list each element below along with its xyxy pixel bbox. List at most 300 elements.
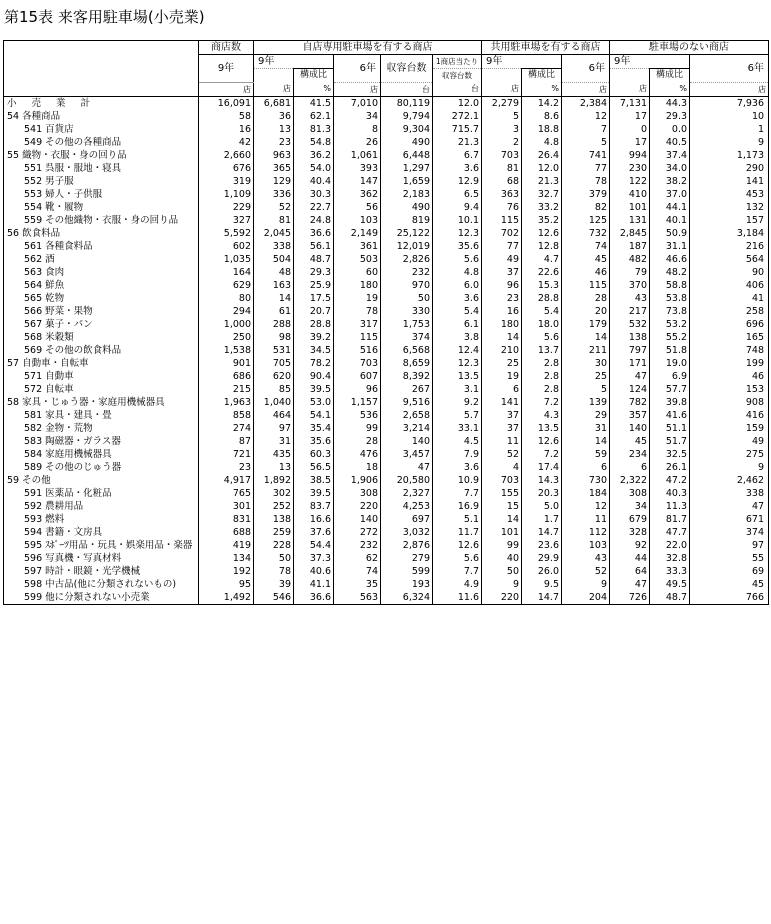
- cell-shop-count-9: 58: [199, 110, 254, 123]
- cell-capacity: 490: [381, 136, 433, 149]
- cell-none-ratio: 6.9: [650, 370, 690, 383]
- cell-per-shop: 4.5: [433, 435, 482, 448]
- cell-none-6: 7,936: [690, 96, 769, 110]
- cell-shared-6: 14: [562, 435, 610, 448]
- cell-own-9: 1,892: [254, 474, 294, 487]
- cell-capacity: 970: [381, 279, 433, 292]
- cell-none-9: 7,131: [610, 96, 650, 110]
- cell-capacity: 6,568: [381, 344, 433, 357]
- cell-none-9: 217: [610, 305, 650, 318]
- table-row: [4, 461, 769, 474]
- table-row: [4, 578, 769, 591]
- cell-own-9: 163: [254, 279, 294, 292]
- table-row: [4, 435, 769, 448]
- cell-capacity: 140: [381, 435, 433, 448]
- cell-none-9: 187: [610, 240, 650, 253]
- cell-none-ratio: 37.4: [650, 149, 690, 162]
- cell-own-9: 138: [254, 513, 294, 526]
- cell-shared-9: 16: [482, 305, 522, 318]
- cell-shop-count-9: 16: [199, 123, 254, 136]
- table-row: [4, 305, 769, 318]
- cell-capacity: 697: [381, 513, 433, 526]
- cell-shop-count-9: 327: [199, 214, 254, 227]
- table-row: [4, 383, 769, 396]
- cell-own-9: 13: [254, 461, 294, 474]
- cell-shop-count-9: 274: [199, 422, 254, 435]
- row-label: 565 乾物: [4, 292, 199, 305]
- cell-shared-9: 37: [482, 422, 522, 435]
- cell-own-6: 78: [334, 305, 381, 318]
- cell-own-9: 365: [254, 162, 294, 175]
- cell-own-ratio: 90.4: [294, 370, 334, 383]
- cell-shared-ratio: 14.7: [522, 526, 562, 539]
- unit-none6-shop: 店: [690, 82, 769, 96]
- cell-own-9: 129: [254, 175, 294, 188]
- cell-shared-9: 99: [482, 539, 522, 552]
- cell-own-9: 963: [254, 149, 294, 162]
- cell-shared-6: 12: [562, 500, 610, 513]
- cell-per-shop: 715.7: [433, 123, 482, 136]
- cell-per-shop: 7.7: [433, 487, 482, 500]
- cell-none-6: 49: [690, 435, 769, 448]
- cell-own-ratio: 40.4: [294, 175, 334, 188]
- cell-own-ratio: 24.8: [294, 214, 334, 227]
- cell-capacity: 819: [381, 214, 433, 227]
- cell-per-shop: 7.9: [433, 448, 482, 461]
- cell-own-6: 8: [334, 123, 381, 136]
- row-label: 562 酒: [4, 253, 199, 266]
- cell-shared-6: 112: [562, 526, 610, 539]
- cell-shop-count-9: 16,091: [199, 96, 254, 110]
- cell-shop-count-9: 1,492: [199, 591, 254, 605]
- cell-none-9: 482: [610, 253, 650, 266]
- cell-none-ratio: 44.1: [650, 201, 690, 214]
- row-label: 551 呉服・服地・寝具: [4, 162, 199, 175]
- cell-own-ratio: 56.5: [294, 461, 334, 474]
- row-label: 582 金物・荒物: [4, 422, 199, 435]
- cell-shop-count-9: 686: [199, 370, 254, 383]
- cell-shared-6: 25: [562, 370, 610, 383]
- cell-shop-count-9: 2,660: [199, 149, 254, 162]
- cell-none-9: 679: [610, 513, 650, 526]
- cell-none-9: 2,845: [610, 227, 650, 240]
- cell-capacity: 9,304: [381, 123, 433, 136]
- cell-per-shop: 5.6: [433, 253, 482, 266]
- table-row: [4, 136, 769, 149]
- cell-none-ratio: 53.2: [650, 318, 690, 331]
- cell-shared-ratio: 28.8: [522, 292, 562, 305]
- cell-capacity: 25,122: [381, 227, 433, 240]
- unit-own-shop: 店: [254, 82, 294, 96]
- cell-shared-ratio: 7.2: [522, 396, 562, 409]
- cell-none-6: 9: [690, 461, 769, 474]
- header-own-ratio: 構成比: [294, 69, 334, 83]
- cell-none-6: 671: [690, 513, 769, 526]
- row-label: 596 写真機・写真材料: [4, 552, 199, 565]
- cell-own-6: 1,906: [334, 474, 381, 487]
- cell-own-6: 7,010: [334, 96, 381, 110]
- table-row: [4, 487, 769, 500]
- row-label: 54 各種商品: [4, 110, 199, 123]
- table-row: [4, 513, 769, 526]
- cell-shared-6: 139: [562, 396, 610, 409]
- row-label: 59 その他: [4, 474, 199, 487]
- cell-own-9: 48: [254, 266, 294, 279]
- table-row: [4, 409, 769, 422]
- cell-none-ratio: 47.7: [650, 526, 690, 539]
- cell-own-9: 6,681: [254, 96, 294, 110]
- cell-none-ratio: 40.3: [650, 487, 690, 500]
- cell-own-ratio: 62.1: [294, 110, 334, 123]
- cell-own-ratio: 83.7: [294, 500, 334, 513]
- cell-shared-9: 101: [482, 526, 522, 539]
- cell-shop-count-9: 858: [199, 409, 254, 422]
- unit-capacity-car: 台: [381, 82, 433, 96]
- cell-own-6: 62: [334, 552, 381, 565]
- cell-none-9: 782: [610, 396, 650, 409]
- cell-none-9: 370: [610, 279, 650, 292]
- cell-shop-count-9: 419: [199, 539, 254, 552]
- cell-per-shop: 9.2: [433, 396, 482, 409]
- cell-shared-9: 14: [482, 331, 522, 344]
- table-row: [4, 448, 769, 461]
- cell-shared-ratio: 29.9: [522, 552, 562, 565]
- row-label: 554 靴・履物: [4, 201, 199, 214]
- cell-none-ratio: 51.1: [650, 422, 690, 435]
- row-label: 564 鮮魚: [4, 279, 199, 292]
- cell-shared-6: 31: [562, 422, 610, 435]
- cell-none-6: 10: [690, 110, 769, 123]
- cell-own-6: 60: [334, 266, 381, 279]
- table-row: [4, 500, 769, 513]
- cell-own-6: 272: [334, 526, 381, 539]
- cell-shared-9: 11: [482, 435, 522, 448]
- cell-none-9: 47: [610, 370, 650, 383]
- cell-capacity: 3,457: [381, 448, 433, 461]
- cell-capacity: 1,297: [381, 162, 433, 175]
- cell-capacity: 12,019: [381, 240, 433, 253]
- row-label: 572 自転車: [4, 383, 199, 396]
- cell-own-6: 140: [334, 513, 381, 526]
- cell-shared-9: 9: [482, 578, 522, 591]
- cell-none-6: 258: [690, 305, 769, 318]
- row-label: 55 織物・衣服・身の回り品: [4, 149, 199, 162]
- cell-none-6: 275: [690, 448, 769, 461]
- row-label: 589 その他のじゅう器: [4, 461, 199, 474]
- cell-own-9: 705: [254, 357, 294, 370]
- row-label: 583 陶磁器・ガラス器: [4, 435, 199, 448]
- table-row: [4, 318, 769, 331]
- cell-own-ratio: 78.2: [294, 357, 334, 370]
- cell-own-9: 61: [254, 305, 294, 318]
- cell-none-6: 696: [690, 318, 769, 331]
- row-label: 553 婦人・子供服: [4, 188, 199, 201]
- cell-shared-9: 15: [482, 500, 522, 513]
- cell-per-shop: 12.0: [433, 96, 482, 110]
- row-label: 58 家具・じゅう器・家庭用機械器具: [4, 396, 199, 409]
- cell-none-ratio: 33.3: [650, 565, 690, 578]
- cell-own-9: 23: [254, 136, 294, 149]
- cell-shared-6: 59: [562, 448, 610, 461]
- cell-shared-ratio: 26.4: [522, 149, 562, 162]
- cell-per-shop: 3.6: [433, 162, 482, 175]
- cell-none-ratio: 40.1: [650, 214, 690, 227]
- cell-own-ratio: 54.0: [294, 162, 334, 175]
- row-label: 595 ｽﾎﾟｰﾂ用品・玩具・娯楽用品・楽器: [4, 539, 199, 552]
- cell-none-9: 0: [610, 123, 650, 136]
- cell-shared-6: 125: [562, 214, 610, 227]
- cell-own-ratio: 29.3: [294, 266, 334, 279]
- cell-own-6: 476: [334, 448, 381, 461]
- cell-own-6: 35: [334, 578, 381, 591]
- cell-shared-ratio: 8.6: [522, 110, 562, 123]
- cell-none-9: 171: [610, 357, 650, 370]
- cell-none-6: 1: [690, 123, 769, 136]
- cell-none-ratio: 55.2: [650, 331, 690, 344]
- cell-shared-6: 29: [562, 409, 610, 422]
- cell-none-ratio: 51.8: [650, 344, 690, 357]
- cell-shared-ratio: 13.7: [522, 344, 562, 357]
- table-row: [4, 279, 769, 292]
- cell-none-9: 44: [610, 552, 650, 565]
- header-shared-parking: 共用駐車場を有する商店: [482, 41, 610, 55]
- cell-capacity: 2,826: [381, 253, 433, 266]
- cell-own-ratio: 60.3: [294, 448, 334, 461]
- cell-own-6: 703: [334, 357, 381, 370]
- cell-shared-9: 5: [482, 110, 522, 123]
- cell-shared-6: 30: [562, 357, 610, 370]
- cell-own-6: 147: [334, 175, 381, 188]
- cell-none-6: 90: [690, 266, 769, 279]
- cell-shared-6: 741: [562, 149, 610, 162]
- cell-none-6: 157: [690, 214, 769, 227]
- cell-per-shop: 11.6: [433, 591, 482, 605]
- row-label: 597 時計・眼鏡・光学機械: [4, 565, 199, 578]
- cell-own-ratio: 38.5: [294, 474, 334, 487]
- cell-own-ratio: 35.4: [294, 422, 334, 435]
- unit-shop: 店: [199, 82, 254, 96]
- cell-shared-9: 68: [482, 175, 522, 188]
- cell-shared-ratio: 22.6: [522, 266, 562, 279]
- cell-shared-6: 82: [562, 201, 610, 214]
- row-label: 559 その他織物・衣服・身の回り品: [4, 214, 199, 227]
- cell-none-6: 338: [690, 487, 769, 500]
- cell-own-6: 96: [334, 383, 381, 396]
- header-blank: [4, 41, 199, 97]
- cell-shared-ratio: 4.7: [522, 253, 562, 266]
- cell-none-9: 101: [610, 201, 650, 214]
- table-row: [4, 110, 769, 123]
- cell-shop-count-9: 301: [199, 500, 254, 513]
- cell-none-6: 69: [690, 565, 769, 578]
- cell-shared-ratio: 14.3: [522, 474, 562, 487]
- cell-none-6: 55: [690, 552, 769, 565]
- header-own-9-blank: [254, 69, 294, 83]
- cell-none-9: 357: [610, 409, 650, 422]
- cell-none-6: 3,184: [690, 227, 769, 240]
- cell-shared-9: 37: [482, 409, 522, 422]
- cell-none-ratio: 34.0: [650, 162, 690, 175]
- row-label: 561 各種食料品: [4, 240, 199, 253]
- cell-none-9: 2,322: [610, 474, 650, 487]
- row-label: 563 食肉: [4, 266, 199, 279]
- unit-per-shop-car: 台: [433, 82, 482, 96]
- cell-own-9: 2,045: [254, 227, 294, 240]
- cell-none-9: 131: [610, 214, 650, 227]
- cell-none-6: 374: [690, 526, 769, 539]
- cell-shared-9: 703: [482, 474, 522, 487]
- cell-own-9: 228: [254, 539, 294, 552]
- cell-shared-6: 732: [562, 227, 610, 240]
- cell-none-6: 9: [690, 136, 769, 149]
- cell-shared-9: 6: [482, 383, 522, 396]
- cell-shared-9: 210: [482, 344, 522, 357]
- cell-shared-ratio: 33.2: [522, 201, 562, 214]
- cell-capacity: 47: [381, 461, 433, 474]
- cell-capacity: 374: [381, 331, 433, 344]
- table-row: [4, 253, 769, 266]
- cell-own-ratio: 40.6: [294, 565, 334, 578]
- cell-own-9: 31: [254, 435, 294, 448]
- cell-shared-9: 23: [482, 292, 522, 305]
- cell-capacity: 279: [381, 552, 433, 565]
- row-label: 541 百貨店: [4, 123, 199, 136]
- cell-own-9: 302: [254, 487, 294, 500]
- cell-per-shop: 6.7: [433, 149, 482, 162]
- header-shared-6: 6年: [562, 55, 610, 83]
- cell-none-6: 132: [690, 201, 769, 214]
- row-label: 567 菓子・パン: [4, 318, 199, 331]
- cell-none-9: 994: [610, 149, 650, 162]
- cell-shared-6: 730: [562, 474, 610, 487]
- table-row: [4, 123, 769, 136]
- cell-shared-9: 115: [482, 214, 522, 227]
- cell-none-6: 45: [690, 578, 769, 591]
- cell-shop-count-9: 1,538: [199, 344, 254, 357]
- cell-own-ratio: 36.6: [294, 591, 334, 605]
- cell-shared-ratio: 4.8: [522, 136, 562, 149]
- page-title: 第15表 来客用駐車場(小売業): [4, 8, 205, 26]
- cell-shared-ratio: 32.7: [522, 188, 562, 201]
- cell-none-6: 453: [690, 188, 769, 201]
- cell-none-9: 124: [610, 383, 650, 396]
- cell-none-ratio: 44.3: [650, 96, 690, 110]
- cell-none-6: 199: [690, 357, 769, 370]
- cell-shop-count-9: 1,963: [199, 396, 254, 409]
- cell-per-shop: 33.1: [433, 422, 482, 435]
- cell-shop-count-9: 688: [199, 526, 254, 539]
- cell-per-shop: 4.9: [433, 578, 482, 591]
- cell-none-6: 97: [690, 539, 769, 552]
- row-label: 594 書籍・文房具: [4, 526, 199, 539]
- cell-none-ratio: 40.5: [650, 136, 690, 149]
- cell-shop-count-9: 87: [199, 435, 254, 448]
- cell-own-9: 620: [254, 370, 294, 383]
- cell-none-9: 43: [610, 292, 650, 305]
- unit-shared6-shop: 店: [562, 82, 610, 96]
- table-row: [4, 526, 769, 539]
- cell-per-shop: 9.4: [433, 201, 482, 214]
- cell-own-6: 220: [334, 500, 381, 513]
- cell-none-9: 47: [610, 578, 650, 591]
- cell-none-6: 216: [690, 240, 769, 253]
- cell-shared-9: 3: [482, 123, 522, 136]
- cell-own-6: 1,157: [334, 396, 381, 409]
- unit-own6-shop: 店: [334, 82, 381, 96]
- cell-per-shop: 3.6: [433, 461, 482, 474]
- table-row: [4, 214, 769, 227]
- cell-shared-9: 703: [482, 149, 522, 162]
- row-label: 549 その他の各種商品: [4, 136, 199, 149]
- table-row: [4, 565, 769, 578]
- row-label: 小 売 業 計: [4, 96, 199, 110]
- row-label: 57 自動車・自転車: [4, 357, 199, 370]
- unit-shared-shop: 店: [482, 82, 522, 96]
- cell-none-6: 748: [690, 344, 769, 357]
- cell-per-shop: 4.8: [433, 266, 482, 279]
- cell-shared-ratio: 1.7: [522, 513, 562, 526]
- table-row: [4, 149, 769, 162]
- cell-shared-6: 14: [562, 331, 610, 344]
- cell-shared-9: 2: [482, 136, 522, 149]
- cell-own-6: 308: [334, 487, 381, 500]
- cell-per-shop: 6.1: [433, 318, 482, 331]
- cell-capacity: 3,032: [381, 526, 433, 539]
- table-row: [4, 370, 769, 383]
- cell-own-6: 536: [334, 409, 381, 422]
- cell-capacity: 330: [381, 305, 433, 318]
- cell-shared-9: 40: [482, 552, 522, 565]
- cell-none-9: 64: [610, 565, 650, 578]
- cell-capacity: 20,580: [381, 474, 433, 487]
- cell-per-shop: 6.5: [433, 188, 482, 201]
- cell-shared-6: 5: [562, 136, 610, 149]
- cell-none-6: 2,462: [690, 474, 769, 487]
- cell-capacity: 6,324: [381, 591, 433, 605]
- cell-shared-ratio: 35.2: [522, 214, 562, 227]
- row-label: 571 自動車: [4, 370, 199, 383]
- unit-own-pct: %: [294, 82, 334, 96]
- cell-own-9: 52: [254, 201, 294, 214]
- cell-own-6: 56: [334, 201, 381, 214]
- cell-shared-9: 52: [482, 448, 522, 461]
- cell-none-6: 153: [690, 383, 769, 396]
- row-label: 552 男子服: [4, 175, 199, 188]
- cell-none-ratio: 48.7: [650, 591, 690, 605]
- cell-shared-6: 115: [562, 279, 610, 292]
- cell-own-9: 338: [254, 240, 294, 253]
- cell-own-6: 317: [334, 318, 381, 331]
- cell-shared-9: 141: [482, 396, 522, 409]
- table-header: [4, 41, 769, 97]
- cell-none-ratio: 37.0: [650, 188, 690, 201]
- cell-shared-9: 96: [482, 279, 522, 292]
- cell-own-6: 74: [334, 565, 381, 578]
- cell-per-shop: 10.1: [433, 214, 482, 227]
- unit-none-pct: %: [650, 82, 690, 96]
- cell-shared-ratio: 2.8: [522, 370, 562, 383]
- cell-shared-6: 379: [562, 188, 610, 201]
- cell-own-9: 50: [254, 552, 294, 565]
- cell-none-9: 45: [610, 435, 650, 448]
- cell-none-6: 41: [690, 292, 769, 305]
- cell-none-ratio: 46.6: [650, 253, 690, 266]
- cell-shared-6: 43: [562, 552, 610, 565]
- cell-shared-ratio: 15.3: [522, 279, 562, 292]
- cell-shared-6: 9: [562, 578, 610, 591]
- cell-own-6: 232: [334, 539, 381, 552]
- cell-own-6: 19: [334, 292, 381, 305]
